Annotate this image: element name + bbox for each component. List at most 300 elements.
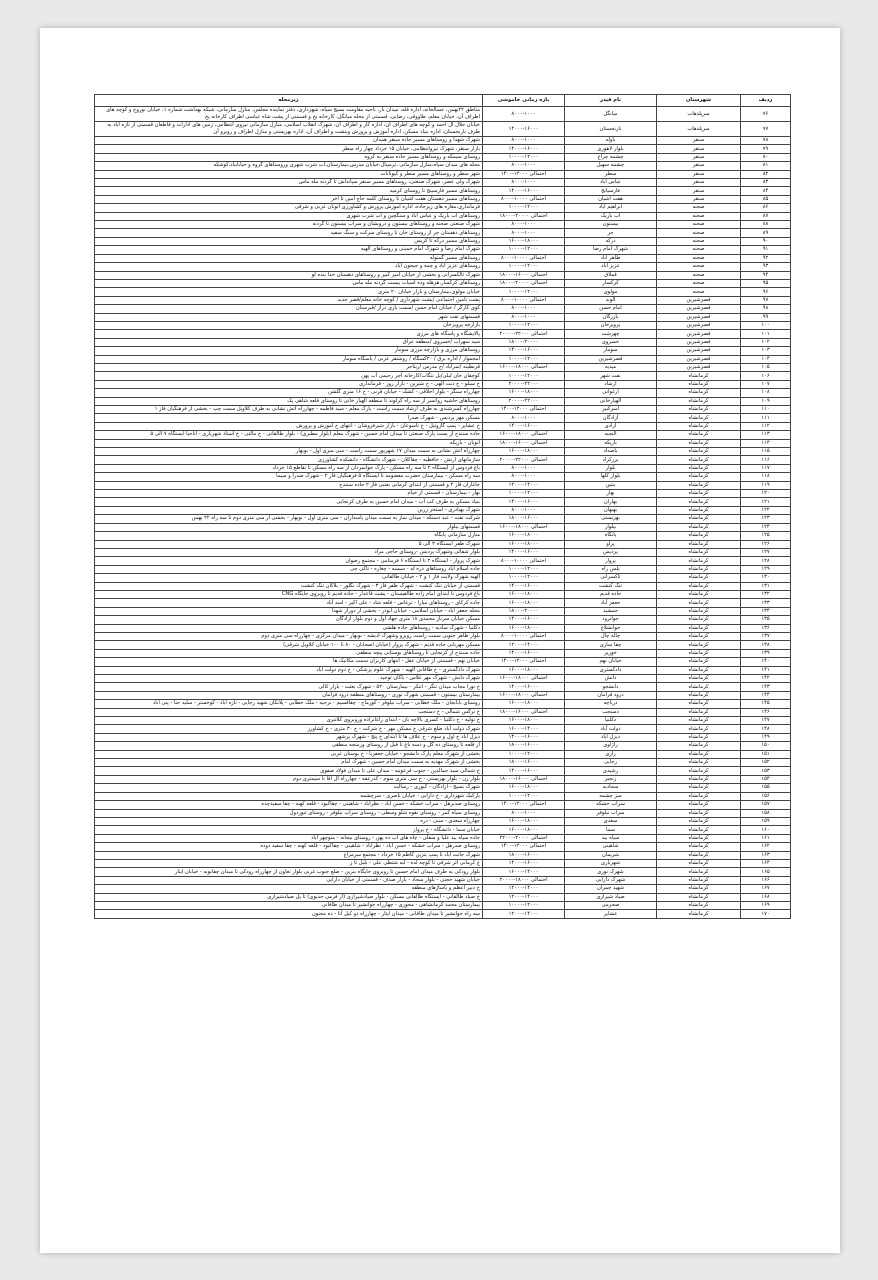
cell-row-number: ۱۲۷: [741, 548, 791, 556]
cell-feeder-name: امیرکبیر: [565, 406, 657, 414]
cell-row-number: ۱۵۹: [741, 817, 791, 825]
cell-county: کرمانشاه: [657, 683, 741, 691]
table-row: [95, 708, 791, 716]
cell-feeder-name: خیابان نهم: [565, 658, 657, 666]
cell-neighborhood: روستاهای مسیر درکه تا کریس: [95, 237, 483, 245]
cell-feeder-name: تنگ کنشت: [565, 582, 657, 590]
cell-row-number: ۷۷: [741, 122, 791, 137]
cell-county: سنقر: [657, 195, 741, 203]
cell-feeder-name: آب باریک: [565, 212, 657, 220]
cell-feeder-name: ارغوانی: [565, 389, 657, 397]
cell-row-number: ۱۴۳: [741, 683, 791, 691]
cell-feeder-name: رشیدی: [565, 767, 657, 775]
cell-county: کرمانشاه: [657, 759, 741, 767]
cell-row-number: ۱۰۱: [741, 330, 791, 338]
cell-neighborhood: مسکن مهر پردیس - شهرک صدرا: [95, 414, 483, 422]
cell-feeder-name: شهید چمران: [565, 885, 657, 893]
cell-feeder-name: سیاه بید: [565, 834, 657, 842]
cell-feeder-name: مولوی: [565, 288, 657, 296]
cell-feeder-name: جمشید: [565, 607, 657, 615]
cell-neighborhood: کوی کارگر / خیابان امام حسن /سمت بازی دراز /قبرستان: [95, 305, 483, 313]
cell-row-number: ۱۵۷: [741, 801, 791, 809]
cell-row-number: ۱۲۸: [741, 557, 791, 565]
cell-row-number: ۱۳۲: [741, 590, 791, 598]
cell-row-number: ۱۳۵: [741, 616, 791, 624]
cell-outage-time: ۸۰۰۰-۱۰۰۰: [483, 464, 565, 472]
table-row: [95, 616, 791, 624]
table-row: [95, 809, 791, 817]
table-row: [95, 490, 791, 498]
cell-neighborhood: روستای بابانجان - ملک خطابی - سراب نیلوفر - کوزماج - چقاقسیم - نرجیه - ملک خطابی - پلانکان شهید رجایی - تازه آباد - کوخستر - سلید جنا - پنی آباد: [95, 700, 483, 708]
cell-feeder-name: باصداد: [565, 448, 657, 456]
cell-neighborhood: شهرک پروار - ایستگاه ۲ تا ایستگاه ۶ فرمنامی - مجتمع رضوان: [95, 557, 483, 565]
cell-outage-time: ۱۶۰۰۰-۱۸۰۰۰: [483, 389, 565, 397]
cell-neighborhood: بهار - بیمارستان - قسمتی از خیام: [95, 490, 483, 498]
cell-row-number: ۱۵۱: [741, 750, 791, 758]
table-row: [95, 347, 791, 355]
cell-outage-time: ۱۴۰۰۰-۱۶۰۰۰: [483, 122, 565, 137]
cell-neighborhood: جاده سنندج از پست پارک صنعتی تا میدان امام حسین - شهرک معلم (بلوار مطبری) - بلوار طالقانی - خ مالتی - خ استاد شهریاری - آناحیا ایستگاه ۷ الی ۵: [95, 431, 483, 439]
cell-neighborhood: چهارراه سعدی - سنی - دره: [95, 817, 483, 825]
cell-neighborhood: جاده اسلام آباد روستاهای دره له - سیسه - چغاره - تاکی چی: [95, 565, 483, 573]
cell-feeder-name: رجایی: [565, 759, 657, 767]
cell-county: صحنه: [657, 204, 741, 212]
cell-neighborhood: جاده سیاه بید علیا و سفلی - چاه های آب ده پهن - روستای بیجانه - منوچهر آباد: [95, 834, 483, 842]
cell-row-number: ۱۷۰: [741, 910, 791, 918]
cell-neighborhood: روستاهای عزیز اباد و چمه و جیجون اباد: [95, 263, 483, 271]
cell-neighborhood: بازار سنقر، شهرک نیروانتظامی، خیابان ۱۵ خرداد چهار راه سطر: [95, 145, 483, 153]
cell-feeder-name: باریکه: [565, 439, 657, 447]
cell-outage-time: ۸۰۰۰-۱۰۰۰: [483, 473, 565, 481]
cell-feeder-name: پرویزخان: [565, 321, 657, 329]
cell-feeder-name: شهرک دارایی: [565, 876, 657, 884]
table-row: [95, 263, 791, 271]
table-header-row: [95, 95, 791, 107]
cell-outage-time: ۱۶۰۰۰-۱۸۰۰۰: [483, 784, 565, 792]
table-row: [95, 742, 791, 750]
cell-county: کرمانشاه: [657, 464, 741, 472]
cell-row-number: ۱۴۲: [741, 675, 791, 683]
table-row: [95, 666, 791, 674]
cell-county: کرمانشاه: [657, 490, 741, 498]
cell-county: کرمانشاه: [657, 809, 741, 817]
cell-row-number: ۱۶۶: [741, 876, 791, 884]
cell-row-number: ۱۲۵: [741, 532, 791, 540]
cell-outage-time: ۱۶۰۰۰-۱۴۰۰۰: [483, 725, 565, 733]
cell-outage-time: احتمالی ۱۸۰۰۰-۱۶۰۰۰: [483, 363, 565, 371]
cell-row-number: ۱۲۱: [741, 498, 791, 506]
cell-outage-time: ۱۰۰۰۰-۱۲۰۰۰: [483, 288, 565, 296]
cell-row-number: ۹۸: [741, 305, 791, 313]
cell-outage-time: ۱۰۰۰۰-۱۲۰۰۰: [483, 355, 565, 363]
cell-feeder-name: طاهر آباد: [565, 254, 657, 262]
cell-feeder-name: پلس راه: [565, 565, 657, 573]
cell-county: کرمانشاه: [657, 406, 741, 414]
cell-neighborhood: شهرک دولت آباد ضلع شرقی خ مسکن مهر - خ شرکت - خ ۳۰ متری - خ کشاورز: [95, 725, 483, 733]
cell-county: کرمانشاه: [657, 725, 741, 733]
cell-row-number: ۱۶۷: [741, 885, 791, 893]
table-row: [95, 859, 791, 867]
cell-neighborhood: از قلعه تا روستای ده گل و دسه باغ تا قبل از روستای ورمنجه منطقی: [95, 742, 483, 750]
cell-county: کرمانشاه: [657, 599, 741, 607]
cell-county: صحنه: [657, 288, 741, 296]
cell-neighborhood: بیمارستان محمد کرمانشاهی - محوری - چهارراه جوانشیر تا میدان طاقانی: [95, 901, 483, 909]
table-row: [95, 448, 791, 456]
cell-feeder-name: خسروی: [565, 338, 657, 346]
table-row: [95, 599, 791, 607]
table-row: [95, 817, 791, 825]
cell-row-number: ۱۰۳: [741, 347, 791, 355]
table-row: [95, 464, 791, 472]
cell-row-number: ۱۴۴: [741, 691, 791, 699]
cell-neighborhood: بازکیک شهرداری - خ دارابی - خیابان ناصری - سرچشمه: [95, 792, 483, 800]
cell-outage-time: ۱۴۰۰۰-۱۶۰۰۰: [483, 649, 565, 657]
cell-neighborhood: الهیه شهرک ولایت فاز ۱ و ۲ - خیابان طالقانی: [95, 574, 483, 582]
cell-feeder-name: سراب خشکه: [565, 801, 657, 809]
table-row: [95, 632, 791, 640]
cell-county: کرمانشاه: [657, 582, 741, 590]
cell-feeder-name: دانشجو: [565, 683, 657, 691]
cell-feeder-name: دیزل آباد: [565, 733, 657, 741]
table-row: [95, 355, 791, 363]
cell-outage-time: ۱۴۰۰۰-۱۶۰۰۰: [483, 859, 565, 867]
cell-row-number: ۱۰۲: [741, 338, 791, 346]
table-row: [95, 246, 791, 254]
table-row: [95, 137, 791, 145]
cell-feeder-name: رازی: [565, 750, 657, 758]
cell-neighborhood: روستاهای مرزی و بازارچه مرزی سومار: [95, 347, 483, 355]
cell-feeder-name: پروار: [565, 557, 657, 565]
cell-neighborhood: خ سیلو - ج دنت الهی - ج شیرین - بازار روز - فرمانداری: [95, 380, 483, 388]
cell-county: کرمانشاه: [657, 372, 741, 380]
table-row: [95, 122, 791, 137]
table-row: [95, 237, 791, 245]
table-row: [95, 279, 791, 287]
cell-neighborhood: بلوار شفائی وشهرک پردیس -روستای حاجی مراد: [95, 548, 483, 556]
cell-neighborhood: باغ فردوس از ایستگاه ۲ تا سه راه مسکن - پارک جوانمردان از سه راه مسکن تا تقاطع ۱۵ خرداد: [95, 464, 483, 472]
cell-feeder-name: برزکراد: [565, 456, 657, 464]
cell-row-number: ۱۴۱: [741, 666, 791, 674]
cell-neighborhood: چهارراه سنگر - بلوار اخلاقی - کشک - خیابان قرنی - خ ۱۶ متری گلشن: [95, 389, 483, 397]
cell-outage-time: ۱۶۰۰۰-۱۸۰۰۰: [483, 237, 565, 245]
table-row: [95, 590, 791, 598]
cell-feeder-name: بازرگان: [565, 313, 657, 321]
cell-feeder-name: بلوار لاهوری: [565, 145, 657, 153]
cell-row-number: ۱۰۴: [741, 355, 791, 363]
cell-neighborhood: منازل سازمانی پایگاه: [95, 532, 483, 540]
cell-neighborhood: روستای صدرهل - سراب خشکه - حسن آباد - نظرآباد - شاهینی - چقاکبود - قلعه کهنه - چقا سفید دوده: [95, 843, 483, 851]
cell-county: کرمانشاه: [657, 548, 741, 556]
table-row: [95, 162, 791, 170]
cell-county: کرمانشاه: [657, 557, 741, 565]
cell-feeder-name: آزادگان: [565, 414, 657, 422]
cell-outage-time: احتمالی ۱۰۰۰۰-۸۰۰۰: [483, 557, 565, 565]
cell-outage-time: احتمالی ۲۰۰۰۰-۱۸۰۰۰: [483, 279, 565, 287]
cell-county: کرمانشاه: [657, 885, 741, 893]
cell-feeder-name: چاله چال: [565, 632, 657, 640]
cell-outage-time: ۱۶۰۰۰-۱۸۰۰۰: [483, 624, 565, 632]
cell-county: کرمانشاه: [657, 540, 741, 548]
cell-outage-time: ۱۲۰۰۰-۱۴۰۰۰: [483, 641, 565, 649]
cell-county: سرپلذهاب: [657, 107, 741, 122]
cell-county: قصرشیرین: [657, 347, 741, 355]
table-row: [95, 675, 791, 683]
table-row: [95, 195, 791, 203]
cell-row-number: ۸۶: [741, 204, 791, 212]
cell-county: قصرشیرین: [657, 355, 741, 363]
cell-outage-time: احتمالی ۱۸۰۰۰-۱۶۰۰۰: [483, 691, 565, 699]
cell-feeder-name: درود فرامان: [565, 691, 657, 699]
cell-feeder-name: سما: [565, 826, 657, 834]
cell-row-number: ۹۷: [741, 296, 791, 304]
header-row-number: ردیف: [741, 95, 791, 107]
cell-county: کرمانشاه: [657, 817, 741, 825]
cell-neighborhood: خیابان مولوی،بیمارستان و بازار خیابان ۲۰ متری: [95, 288, 483, 296]
cell-outage-time: ۱۰۰۰۰-۱۲۰۰۰: [483, 153, 565, 161]
cell-county: کرمانشاه: [657, 843, 741, 851]
cell-feeder-name: بهار: [565, 490, 657, 498]
cell-outage-time: ۸۰۰۰-۱۰۰۰: [483, 229, 565, 237]
cell-outage-time: احتمالی ۲۰۰۰۰-۲۲۰۰۰: [483, 834, 565, 842]
cell-neighborhood: بخشی از شهرک مهدیه به سمت میدان امام حسین - شهرک امام: [95, 759, 483, 767]
table-row: [95, 834, 791, 842]
cell-outage-time: ۸۰۰۰-۱۰۰۰: [483, 305, 565, 313]
cell-county: کرمانشاه: [657, 439, 741, 447]
cell-neighborhood: سه راه مسکن - بیمارستان حضرت معصومه تا ایستگاه ۵ فرهنگیان فاز ۲ - شهرک صدرا و سیما: [95, 473, 483, 481]
cell-county: صحنه: [657, 246, 741, 254]
cell-feeder-name: شهریاری: [565, 859, 657, 867]
cell-feeder-name: چشمه سهیل: [565, 162, 657, 170]
cell-county: کرمانشاه: [657, 868, 741, 876]
cell-county: کرمانشاه: [657, 893, 741, 901]
cell-county: کرمانشاه: [657, 826, 741, 834]
cell-county: کرمانشاه: [657, 481, 741, 489]
table-row: [95, 540, 791, 548]
cell-row-number: ۱۶۰: [741, 826, 791, 834]
cell-county: کرمانشاه: [657, 431, 741, 439]
table-row: [95, 876, 791, 884]
cell-outage-time: احتمالی ۱۸۰۰۰-۱۶۰۰۰: [483, 523, 565, 531]
cell-feeder-name: شهرک نوری: [565, 868, 657, 876]
cell-neighborhood: شهرک ولی عصر، شهرک صنعتی، روستاهای مسیر سنقر سپانداش تا گردنه مله ماس: [95, 179, 483, 187]
cell-outage-time: ۱۴۰۰۰-۱۶۰۰۰: [483, 683, 565, 691]
cell-row-number: ۱۲۲: [741, 506, 791, 514]
cell-row-number: ۱۱۴: [741, 439, 791, 447]
table-row: [95, 792, 791, 800]
cell-outage-time: ۱۸۰۰۰-۱۶۰۰۰: [483, 515, 565, 523]
cell-outage-time: ۱۲۰۰۰-۱۴۰۰۰: [483, 481, 565, 489]
cell-neighborhood: خ دبیر اعظم و پاساژهای منطقه: [95, 885, 483, 893]
table-row: [95, 456, 791, 464]
cell-neighborhood: خیابان نهم - قسمتی از خیابان عقل - انتهای کاربران سمت مکانیک ها: [95, 658, 483, 666]
cell-row-number: ۱۵۸: [741, 809, 791, 817]
cell-neighborhood: خ صیاد طالقانی - ایستگاه طالقانی مسکن - بلوار صیادشیرازی (از فرمی حدیوی) تا پل صیادشیرازی: [95, 893, 483, 901]
cell-neighborhood: جاغاران فاز ۲ و قسمتی از ابتدای کرمانی بعتبی فاز ۲ جاده سنندج: [95, 481, 483, 489]
cell-feeder-name: آزادی: [565, 422, 657, 430]
cell-feeder-name: دستجب: [565, 708, 657, 716]
table-row: [95, 212, 791, 220]
cell-neighborhood: ع کرمانی اثر شرقی تا کوچه لده - لبه شتطی علی - بلبل تا ز: [95, 859, 483, 867]
cell-outage-time: ۱۲۰۰۰-۱۴۰۰۰: [483, 910, 565, 918]
cell-county: کرمانشاه: [657, 616, 741, 624]
cell-outage-time: ۸۰۰۰-۱۰۰۰: [483, 221, 565, 229]
cell-row-number: ۸۵: [741, 195, 791, 203]
cell-outage-time: ۱۰۰۰۰-۱۲۰۰۰: [483, 792, 565, 800]
cell-county: کرمانشاه: [657, 910, 741, 918]
cell-county: کرمانشاه: [657, 675, 741, 683]
table-row: [95, 523, 791, 531]
cell-county: کرمانشاه: [657, 574, 741, 582]
cell-county: کرمانشاه: [657, 834, 741, 842]
table-row: [95, 170, 791, 178]
table-row: [95, 733, 791, 741]
cell-neighborhood: مناطق ۲۲بهمن، عسالخانه، اداره قله، میدان بار، ناحیه مقاومت بسیج سپاه، شهرداری، دفتر نماینده مجلس، منازل سازمانی، شبکه بهداشت شماره ۱، خیابان نوروج و کوچه های اطراف آن، خیابان معلم، طاووقی، رضایی، قسمتی از محله میانگل، کارخانه یخ و قسمتی از پشت شاه عباسی اطراف کارخانه یخ: [95, 107, 483, 122]
table-row: [95, 288, 791, 296]
cell-outage-time: ۱۴۰۰۰-۱۶۰۰۰: [483, 767, 565, 775]
cell-row-number: ۱۳۹: [741, 649, 791, 657]
table-row: [95, 683, 791, 691]
cell-county: قصرشیرین: [657, 313, 741, 321]
cell-feeder-name: امام حسن: [565, 305, 657, 313]
cell-feeder-name: صحرمی: [565, 901, 657, 909]
cell-row-number: ۱۵۵: [741, 784, 791, 792]
table-row: [95, 532, 791, 540]
cell-feeder-name: جعفر آباد: [565, 599, 657, 607]
cell-outage-time: احتمالی ۱۲۰۰۰-۱۴۰۰: [483, 843, 565, 851]
cell-neighborhood: شهرک دادگستری - خ طاقانی الهیه - شهرک علوم پزشکی - خ دوم دولت آباد: [95, 666, 483, 674]
cell-neighborhood: خ شمالی سید جمالدین - جنوب فرعونیه - میدان علی تا میدان فولاد صفوی: [95, 767, 483, 775]
table-row: [95, 338, 791, 346]
cell-outage-time: ۱۸۰۰۰-۲۰۰۰۰: [483, 338, 565, 346]
table-row: [95, 607, 791, 615]
cell-county: قصرشیرین: [657, 296, 741, 304]
cell-neighborhood: سید سهراب /خسروی /منطقه عراق: [95, 338, 483, 346]
table-row: [95, 153, 791, 161]
cell-row-number: ۱۳۱: [741, 582, 791, 590]
table-row: [95, 658, 791, 666]
cell-row-number: ۱۱۷: [741, 464, 791, 472]
cell-feeder-name: سراب نیلوفر: [565, 809, 657, 817]
cell-row-number: ۱۱۱: [741, 414, 791, 422]
cell-row-number: ۸۷: [741, 212, 791, 220]
cell-county: صحنه: [657, 221, 741, 229]
cell-neighborhood: خ نرگس شمالی - خ دستجب: [95, 708, 483, 716]
cell-outage-time: ۱۴۰۰۰-۱۶۰۰۰: [483, 733, 565, 741]
cell-row-number: ۱۱۸: [741, 473, 791, 481]
cell-feeder-name: نارنجستان: [565, 122, 657, 137]
cell-row-number: ۹۳: [741, 263, 791, 271]
cell-neighborhood: قسمتهای بیلوار: [95, 523, 483, 531]
cell-county: کرمانشاه: [657, 448, 741, 456]
table-row: [95, 187, 791, 195]
cell-neighborhood: بخشی از شهرک معلم پارک دانشجو - خیابان جعفریا - خ بوستان غربی: [95, 750, 483, 758]
cell-county: کرمانشاه: [657, 658, 741, 666]
cell-row-number: ۱۵۰: [741, 742, 791, 750]
cell-row-number: ۹۲: [741, 254, 791, 262]
table-row: [95, 515, 791, 523]
header-outage-time: بازه زمانی خاموشی: [483, 95, 565, 107]
table-row: [95, 389, 791, 397]
cell-neighborhood: پالایشگاه و پاسگاه های مرزی: [95, 330, 483, 338]
table-row: [95, 624, 791, 632]
table-row: [95, 843, 791, 851]
cell-outage-time: ۸۰۰۰-۱۰۰۰: [483, 809, 565, 817]
cell-row-number: ۱۲۳: [741, 515, 791, 523]
table-row: [95, 893, 791, 901]
cell-outage-time: ۱۴۰۰۰-۱۶۰۰۰: [483, 548, 565, 556]
cell-county: کرمانشاه: [657, 700, 741, 708]
cell-outage-time: احتمالی ۱۲۰۰۰-۱۴۰۰: [483, 658, 565, 666]
cell-feeder-name: دکلنیا: [565, 717, 657, 725]
cell-county: کرمانشاه: [657, 767, 741, 775]
cell-neighborhood: محله های میدان سپاه،منازل سازمانی ،ترمینال،خیابان مدرس،بیمارستان،اب شرب شهری وروستاهای گروه و خیابانباد،کوشکه: [95, 162, 483, 170]
cell-outage-time: احتمالی ۱۸۰۰۰-۲۰۰۰۰: [483, 876, 565, 884]
cell-neighborhood: باغ فردوس تا ابتدای امام زاده طالقیستان - پشت قاعدار - جاده قدیم تا روبروی جایگاه CNG: [95, 590, 483, 598]
cell-outage-time: ۱۶۰۰۰-۱۴۰۰۰: [483, 868, 565, 876]
cell-neighborhood: خ تولیه - خ دکلنیا - کسری بالاچه بان - ابتدای زاغانزاده وروبروی کلانتری: [95, 717, 483, 725]
cell-feeder-name: بلوار: [565, 464, 657, 472]
cell-neighborhood: جاده کرکای - روستاهای میارا - ترغاس - قلعه شاد - علی اکبر - اسد آباد: [95, 599, 483, 607]
cell-row-number: ۱۱۹: [741, 481, 791, 489]
cell-county: کرمانشاه: [657, 666, 741, 674]
cell-outage-time: احتمالی ۱۶۰۰۰-۱۸۰۰۰: [483, 271, 565, 279]
cell-county: کرمانشاه: [657, 801, 741, 809]
cell-feeder-name: خوریر: [565, 649, 657, 657]
cell-feeder-name: تاکسرانی: [565, 574, 657, 582]
cell-neighborhood: شهرک ظفر ایستگاه ۳ الی ۵: [95, 540, 483, 548]
cell-feeder-name: بهبهان: [565, 506, 657, 514]
cell-county: کرمانشاه: [657, 691, 741, 699]
cell-outage-time: ۸۰۰۰-۱۰۰۰: [483, 414, 565, 422]
cell-neighborhood: شهرک امام رضا و شهرک امام خمینی و روستاهای الهیه: [95, 246, 483, 254]
table-row: [95, 691, 791, 699]
cell-county: کرمانشاه: [657, 901, 741, 909]
cell-row-number: ۸۳: [741, 179, 791, 187]
cell-outage-time: ۱۰۰۰۰-۱۲۰۰۰: [483, 372, 565, 380]
cell-feeder-name: دادکستری: [565, 666, 657, 674]
table-row: [95, 885, 791, 893]
cell-county: کرمانشاه: [657, 565, 741, 573]
cell-row-number: ۷۸: [741, 137, 791, 145]
cell-neighborhood: روستاهای مسیر دهستان هفت اشیان تا روستای کلمه حاج امین تا اخر: [95, 195, 483, 203]
cell-row-number: ۱۶۴: [741, 859, 791, 867]
cell-feeder-name: ابراهیم آباد: [565, 204, 657, 212]
cell-row-number: ۹۴: [741, 271, 791, 279]
cell-outage-time: ۱۴۰۰۰-۱۶۰۰۰: [483, 422, 565, 430]
cell-row-number: ۱۳۸: [741, 641, 791, 649]
cell-county: کرمانشاه: [657, 717, 741, 725]
table-row: [95, 271, 791, 279]
cell-outage-time: ۱۰۰۰۰-۱۲۰۰۰: [483, 565, 565, 573]
cell-feeder-name: درکه: [565, 237, 657, 245]
cell-outage-time: ۱۰۰۰۰-۱۲۰۰۰: [483, 490, 565, 498]
cell-feeder-name: الوند: [565, 296, 657, 304]
cell-row-number: ۱۱۰: [741, 406, 791, 414]
cell-feeder-name: سطر: [565, 170, 657, 178]
cell-neighborhood: سه راه جوانشیر تا میدان طاقانی - میدان ایثار - چهارراه دو کیل آتا - ده مجنون: [95, 910, 483, 918]
cell-row-number: ۱۴۸: [741, 725, 791, 733]
cell-outage-time: ۱۰۰۰۰-۱۲۰۰۰: [483, 204, 565, 212]
cell-feeder-name: پراو: [565, 540, 657, 548]
cell-outage-time: ۱۴۰۰۰-۱۶۰۰۰: [483, 616, 565, 624]
cell-outage-time: احتمالی ۱۶۰۰۰-۱۸۰۰۰: [483, 708, 565, 716]
cell-county: کرمانشاه: [657, 456, 741, 464]
cell-neighborhood: شهرک بسیج - آزادگان - کیوری - رسالت: [95, 784, 483, 792]
cell-row-number: ۷۶: [741, 107, 791, 122]
table-row: [95, 254, 791, 262]
cell-neighborhood: شهرک صنعتی صحنه و روستاهای بیستون و درویشان و سراب بیستون تا گردنه: [95, 221, 483, 229]
cell-feeder-name: کرکسار: [565, 279, 657, 287]
